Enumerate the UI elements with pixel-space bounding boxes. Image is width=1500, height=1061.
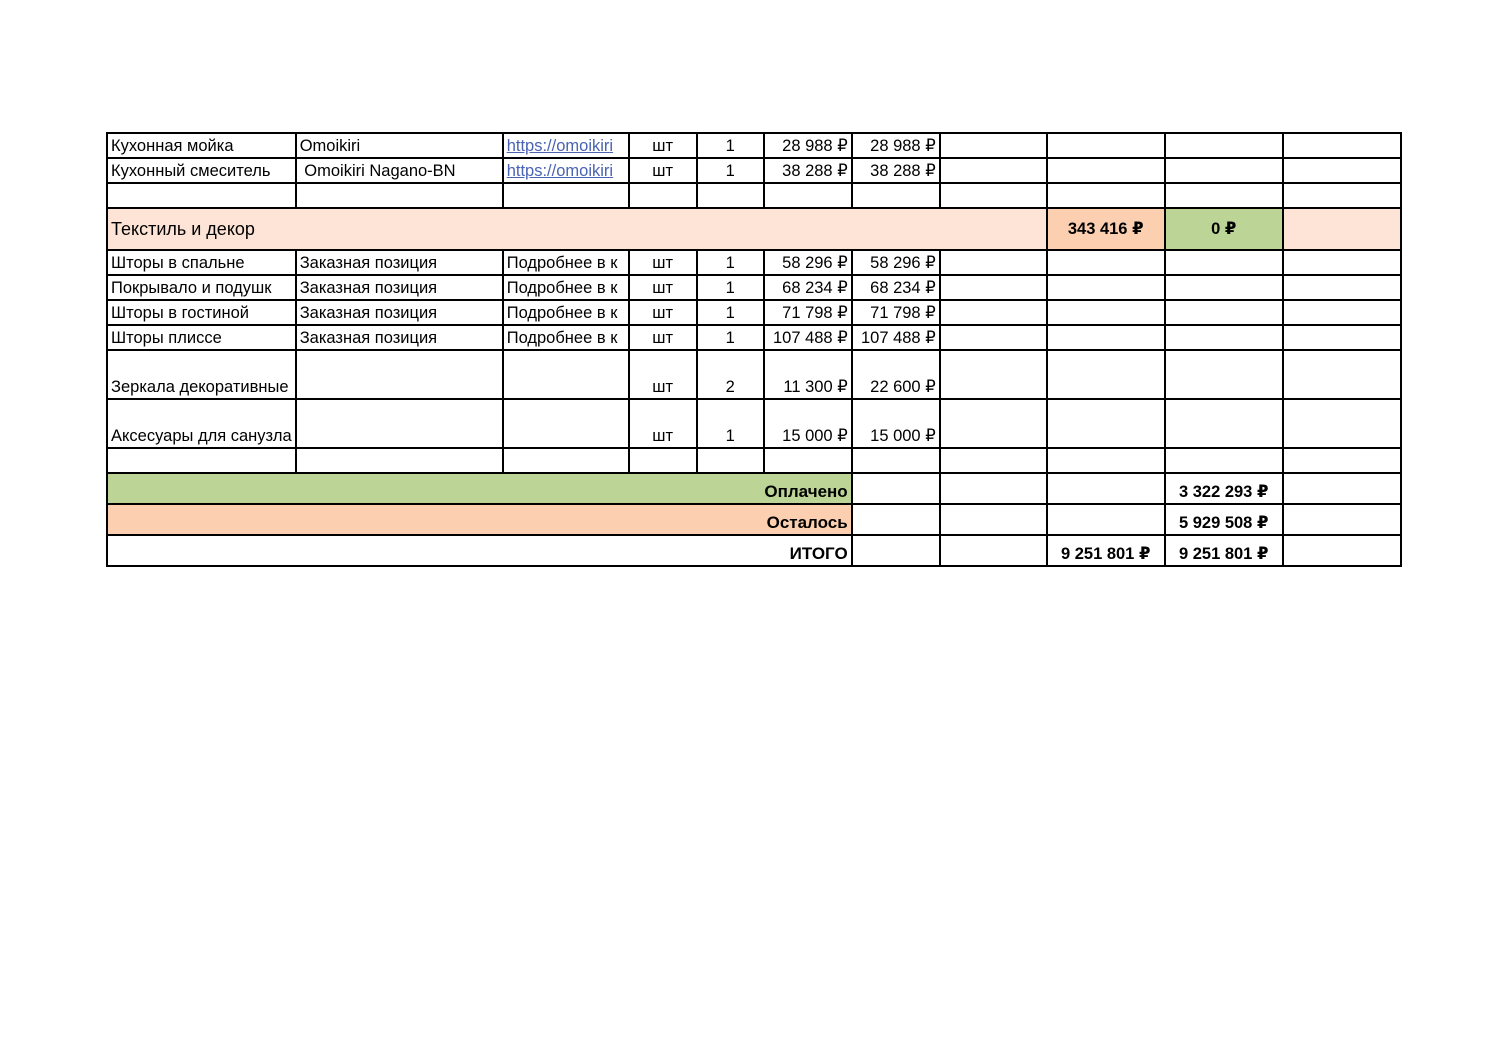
paid-label: Оплачено [107,473,852,504]
table-row [107,133,1401,158]
item-brand: Omoikiri [296,133,503,158]
item-price: 71 798 ₽ [764,300,852,325]
table-row [107,158,1401,183]
item-total: 28 988 ₽ [852,133,940,158]
item-total: 15 000 ₽ [852,399,940,448]
summary-total-row [107,535,1401,566]
item-note: Подробнее в к [503,325,629,350]
item-unit: шт [629,133,697,158]
total-value-a: 9 251 801 ₽ [1047,535,1165,566]
paid-value: 3 322 293 ₽ [1165,473,1283,504]
item-name: Шторы в гостиной [107,300,296,325]
item-link[interactable]: https://omoikiri [503,158,629,183]
item-qty: 1 [697,250,764,275]
item-unit: шт [629,325,697,350]
item-note: Подробнее в к [503,300,629,325]
item-price: 38 288 ₽ [764,158,852,183]
item-qty: 1 [697,300,764,325]
item-name: Кухонный смеситель [107,158,296,183]
item-qty: 1 [697,325,764,350]
item-unit: шт [629,158,697,183]
item-price: 58 296 ₽ [764,250,852,275]
item-unit: шт [629,250,697,275]
section-amount: 343 416 ₽ [1047,208,1165,250]
item-brand: Заказная позиция [296,275,503,300]
left-value: 5 929 508 ₽ [1165,504,1283,535]
item-total: 38 288 ₽ [852,158,940,183]
item-name: Покрывало и подушк [107,275,296,300]
item-qty: 1 [697,133,764,158]
item-link[interactable]: https://omoikiri [503,133,629,158]
item-qty: 2 [697,350,764,399]
item-total: 107 488 ₽ [852,325,940,350]
item-unit: шт [629,399,697,448]
section-title: Текстиль и декор [107,208,1047,250]
item-price: 68 234 ₽ [764,275,852,300]
empty-row [107,448,1401,473]
item-total: 68 234 ₽ [852,275,940,300]
left-label: Осталось [107,504,852,535]
summary-left-row [107,504,1401,535]
item-qty: 1 [697,158,764,183]
table-row [107,300,1401,325]
item-name: Зеркала декоративные [107,350,296,399]
empty-row [107,183,1401,208]
total-label: ИТОГО [107,535,852,566]
item-note: Подробнее в к [503,250,629,275]
item-brand: Заказная позиция [296,300,503,325]
item-unit: шт [629,350,697,399]
table-row [107,275,1401,300]
item-brand: Заказная позиция [296,250,503,275]
item-total: 58 296 ₽ [852,250,940,275]
table-row [107,325,1401,350]
item-price: 15 000 ₽ [764,399,852,448]
item-price: 107 488 ₽ [764,325,852,350]
item-unit: шт [629,275,697,300]
item-total: 71 798 ₽ [852,300,940,325]
item-brand: Omoikiri Nagano-BN [296,158,503,183]
item-total: 22 600 ₽ [852,350,940,399]
table-row [107,250,1401,275]
section-paid: 0 ₽ [1165,208,1283,250]
table-row [107,350,1401,399]
item-qty: 1 [697,275,764,300]
item-name: Аксесуары для санузла [107,399,296,448]
item-brand: Заказная позиция [296,325,503,350]
table-row [107,399,1401,448]
item-name: Кухонная мойка [107,133,296,158]
item-unit: шт [629,300,697,325]
section-header-row [107,208,1401,250]
item-name: Шторы в спальне [107,250,296,275]
item-price: 11 300 ₽ [764,350,852,399]
item-note: Подробнее в к [503,275,629,300]
item-price: 28 988 ₽ [764,133,852,158]
summary-paid-row [107,473,1401,504]
item-name: Шторы плиссе [107,325,296,350]
item-qty: 1 [697,399,764,448]
total-value-b: 9 251 801 ₽ [1165,535,1283,566]
estimate-table [106,132,1402,567]
